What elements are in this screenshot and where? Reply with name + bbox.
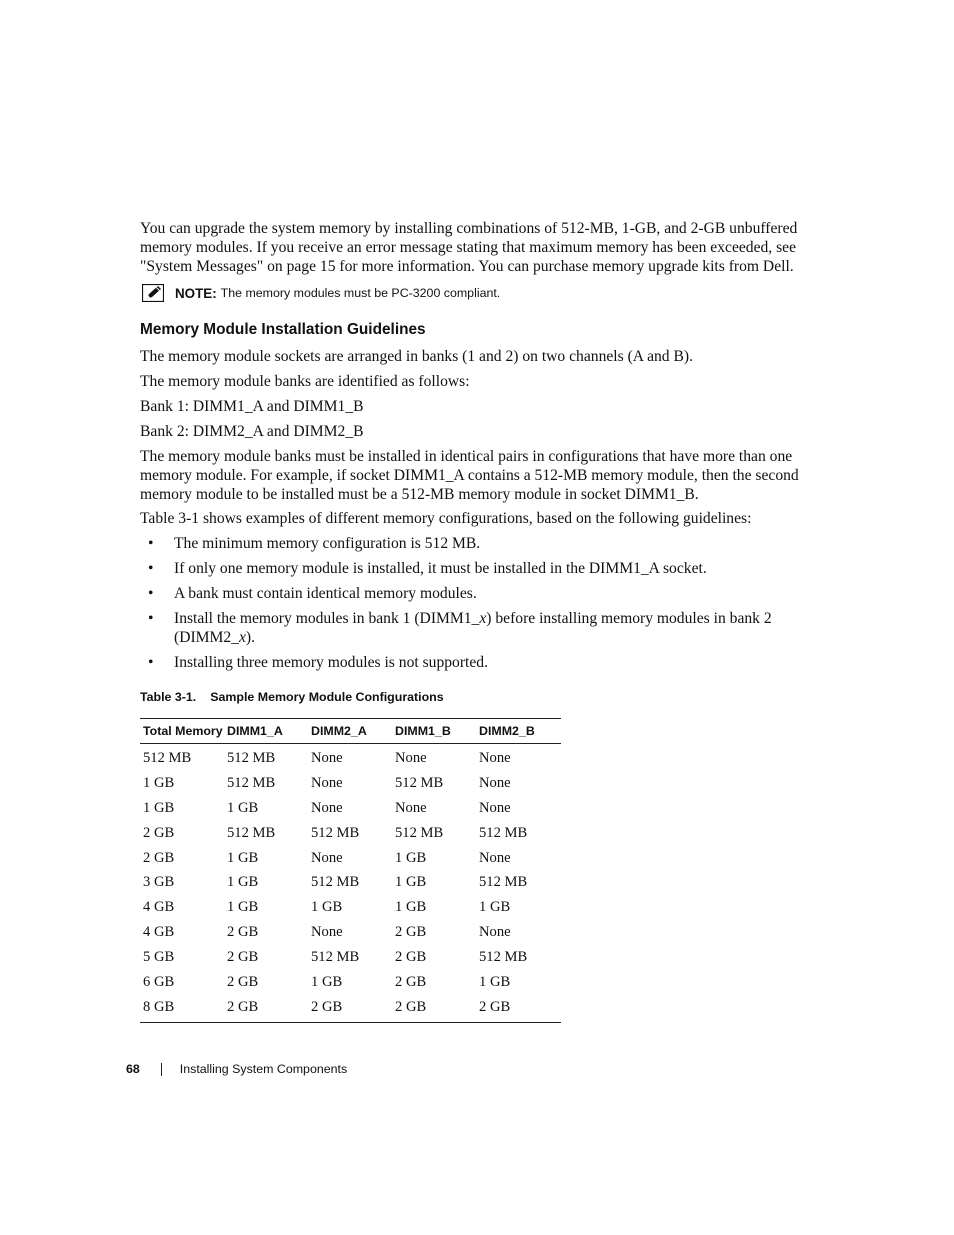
table-row xyxy=(140,821,561,846)
table-cell: 1 GB xyxy=(143,799,175,816)
table-cell: 4 GB xyxy=(143,899,175,916)
table-cell: 4 GB xyxy=(143,924,175,941)
table-cell: 2 GB xyxy=(143,824,175,841)
bullet-marker: • xyxy=(148,654,154,671)
list-item-variable: x xyxy=(479,610,487,627)
table-cell: 1 GB xyxy=(479,899,511,916)
table-row xyxy=(140,744,561,771)
table-cell: 1 GB xyxy=(227,899,259,916)
table-caption-number: Table 3-1. xyxy=(140,690,197,704)
column-header: DIMM1_B xyxy=(392,719,476,744)
table-cell: 3 GB xyxy=(143,874,175,891)
list-item-text: If only one memory module is installed, it must be installed in the DIMM1_A socket. xyxy=(174,560,707,577)
table-cell: None xyxy=(479,849,511,866)
table-cell: 2 GB xyxy=(143,849,175,866)
table-cell: 1 GB xyxy=(227,799,259,816)
table-row xyxy=(140,870,561,895)
note-callout xyxy=(142,284,822,302)
paragraph: The memory module banks must be installed in identical pairs in configurations that have more than one memory module. For example, if socket DIMM1_A contains a 512-MB memory module, then the second memory module to be installed must be a 512-MB memory module in socket DIMM1_B. xyxy=(140,448,799,503)
table-row xyxy=(140,846,561,871)
table-cell: 1 GB xyxy=(311,899,343,916)
table-cell: None xyxy=(311,849,343,866)
list-item-text: Install the memory modules in bank 1 (DIMM1_ xyxy=(174,610,480,627)
paragraph: Bank 2: DIMM2_A and DIMM2_B xyxy=(140,423,364,440)
section-heading: Memory Module Installation Guidelines xyxy=(140,321,426,338)
table-cell: 5 GB xyxy=(143,949,175,966)
table-cell: None xyxy=(479,799,511,816)
table-row xyxy=(140,945,561,970)
table-cell: 1 GB xyxy=(227,874,259,891)
table-cell: None xyxy=(479,749,511,766)
table-cell: 6 GB xyxy=(143,973,175,990)
table-row xyxy=(140,796,561,821)
table-row xyxy=(140,920,561,945)
table-cell: 512 MB xyxy=(227,824,276,841)
list-item xyxy=(140,559,820,578)
table-cell: 2 GB xyxy=(395,973,427,990)
table-cell: 2 GB xyxy=(476,995,561,1022)
table-cell: None xyxy=(311,924,343,941)
bullet-marker: • xyxy=(148,535,154,552)
table-cell: 512 MB xyxy=(479,824,528,841)
table-row xyxy=(140,970,561,995)
note-label: NOTE: xyxy=(175,285,217,301)
table-cell: 2 GB xyxy=(308,995,392,1022)
column-header: Total Memory xyxy=(140,719,224,744)
list-item xyxy=(140,584,820,603)
table-caption-title: Sample Memory Module Configurations xyxy=(210,690,444,704)
table-cell: 512 MB xyxy=(479,949,528,966)
table-cell: None xyxy=(479,924,511,941)
column-header: DIMM2_A xyxy=(308,719,392,744)
pencil-note-icon xyxy=(142,284,164,302)
table-cell: 1 GB xyxy=(143,774,175,791)
paragraph: The memory module sockets are arranged in banks (1 and 2) on two channels (A and B). xyxy=(140,348,693,365)
bullet-marker: • xyxy=(148,610,154,627)
table-cell: 2 GB xyxy=(395,949,427,966)
list-item-text: ) before installing memory modules in bank 2 (DIMM2_ xyxy=(174,610,772,646)
memory-config-table xyxy=(140,718,561,1023)
table-cell: 512 MB xyxy=(395,774,444,791)
table-row xyxy=(140,895,561,920)
table-cell: None xyxy=(311,749,343,766)
table-row xyxy=(140,771,561,796)
table-cell: 2 GB xyxy=(395,924,427,941)
table-cell: 512 MB xyxy=(311,949,360,966)
table-cell: 1 GB xyxy=(311,973,343,990)
table-cell: 2 GB xyxy=(227,949,259,966)
table-cell: None xyxy=(395,749,427,766)
table-body xyxy=(140,744,561,1023)
list-item-text: The minimum memory configuration is 512 MB. xyxy=(174,535,481,552)
table-cell: 8 GB xyxy=(140,995,224,1022)
table-cell: 2 GB xyxy=(392,995,476,1022)
column-header: DIMM1_A xyxy=(224,719,308,744)
intro-paragraph: You can upgrade the system memory by installing combinations of 512-MB, 1-GB, and 2-GB unbuffered memory modules. If you receive an error message stating that maximum memory has been exceeded, see "System Messages" on page 15 for more information. You can purchase memory upgrade kits from Dell. xyxy=(140,220,798,275)
table-cell: 512 MB xyxy=(311,874,360,891)
bullet-marker: • xyxy=(148,560,154,577)
table-cell: 1 GB xyxy=(395,874,427,891)
table-cell: 512 MB xyxy=(227,749,276,766)
list-item-text: A bank must contain identical memory modules. xyxy=(174,585,477,602)
table-row xyxy=(140,995,561,1022)
table-cell: 512 MB xyxy=(143,749,192,766)
paragraph: Table 3-1 shows examples of different memory configurations, based on the following guidelines: xyxy=(140,510,752,527)
column-header: DIMM2_B xyxy=(476,719,561,744)
guidelines-list xyxy=(140,534,820,678)
paragraph: The memory module banks are identified as follows: xyxy=(140,373,470,390)
page-footer xyxy=(126,1062,347,1076)
list-item xyxy=(140,534,820,553)
table-cell: 2 GB xyxy=(227,924,259,941)
chapter-title: Installing System Components xyxy=(179,1062,348,1076)
footer-divider xyxy=(161,1063,162,1076)
table-cell: None xyxy=(311,774,343,791)
table-cell: 512 MB xyxy=(479,874,528,891)
table-cell: 512 MB xyxy=(311,824,360,841)
table-cell: 1 GB xyxy=(479,973,511,990)
table-cell: 512 MB xyxy=(227,774,276,791)
list-item-variable: x xyxy=(238,629,246,646)
table-cell: 1 GB xyxy=(227,849,259,866)
table-caption xyxy=(140,690,444,704)
page-number: 68 xyxy=(126,1062,140,1076)
list-item xyxy=(140,653,820,672)
table-cell: None xyxy=(479,774,511,791)
bullet-marker: • xyxy=(148,585,154,602)
table-cell: 512 MB xyxy=(395,824,444,841)
note-text: The memory modules must be PC-3200 compliant. xyxy=(220,286,501,300)
table-cell: None xyxy=(395,799,427,816)
table-cell: 1 GB xyxy=(395,849,427,866)
table-cell: None xyxy=(311,799,343,816)
table-cell: 2 GB xyxy=(224,995,308,1022)
list-item-text: Installing three memory modules is not supported. xyxy=(174,654,488,671)
list-item-text: ). xyxy=(245,629,255,646)
table-header-row xyxy=(140,719,561,744)
table-cell: 1 GB xyxy=(395,899,427,916)
paragraph: Bank 1: DIMM1_A and DIMM1_B xyxy=(140,398,364,415)
list-item xyxy=(140,609,820,647)
table-cell: 2 GB xyxy=(227,973,259,990)
